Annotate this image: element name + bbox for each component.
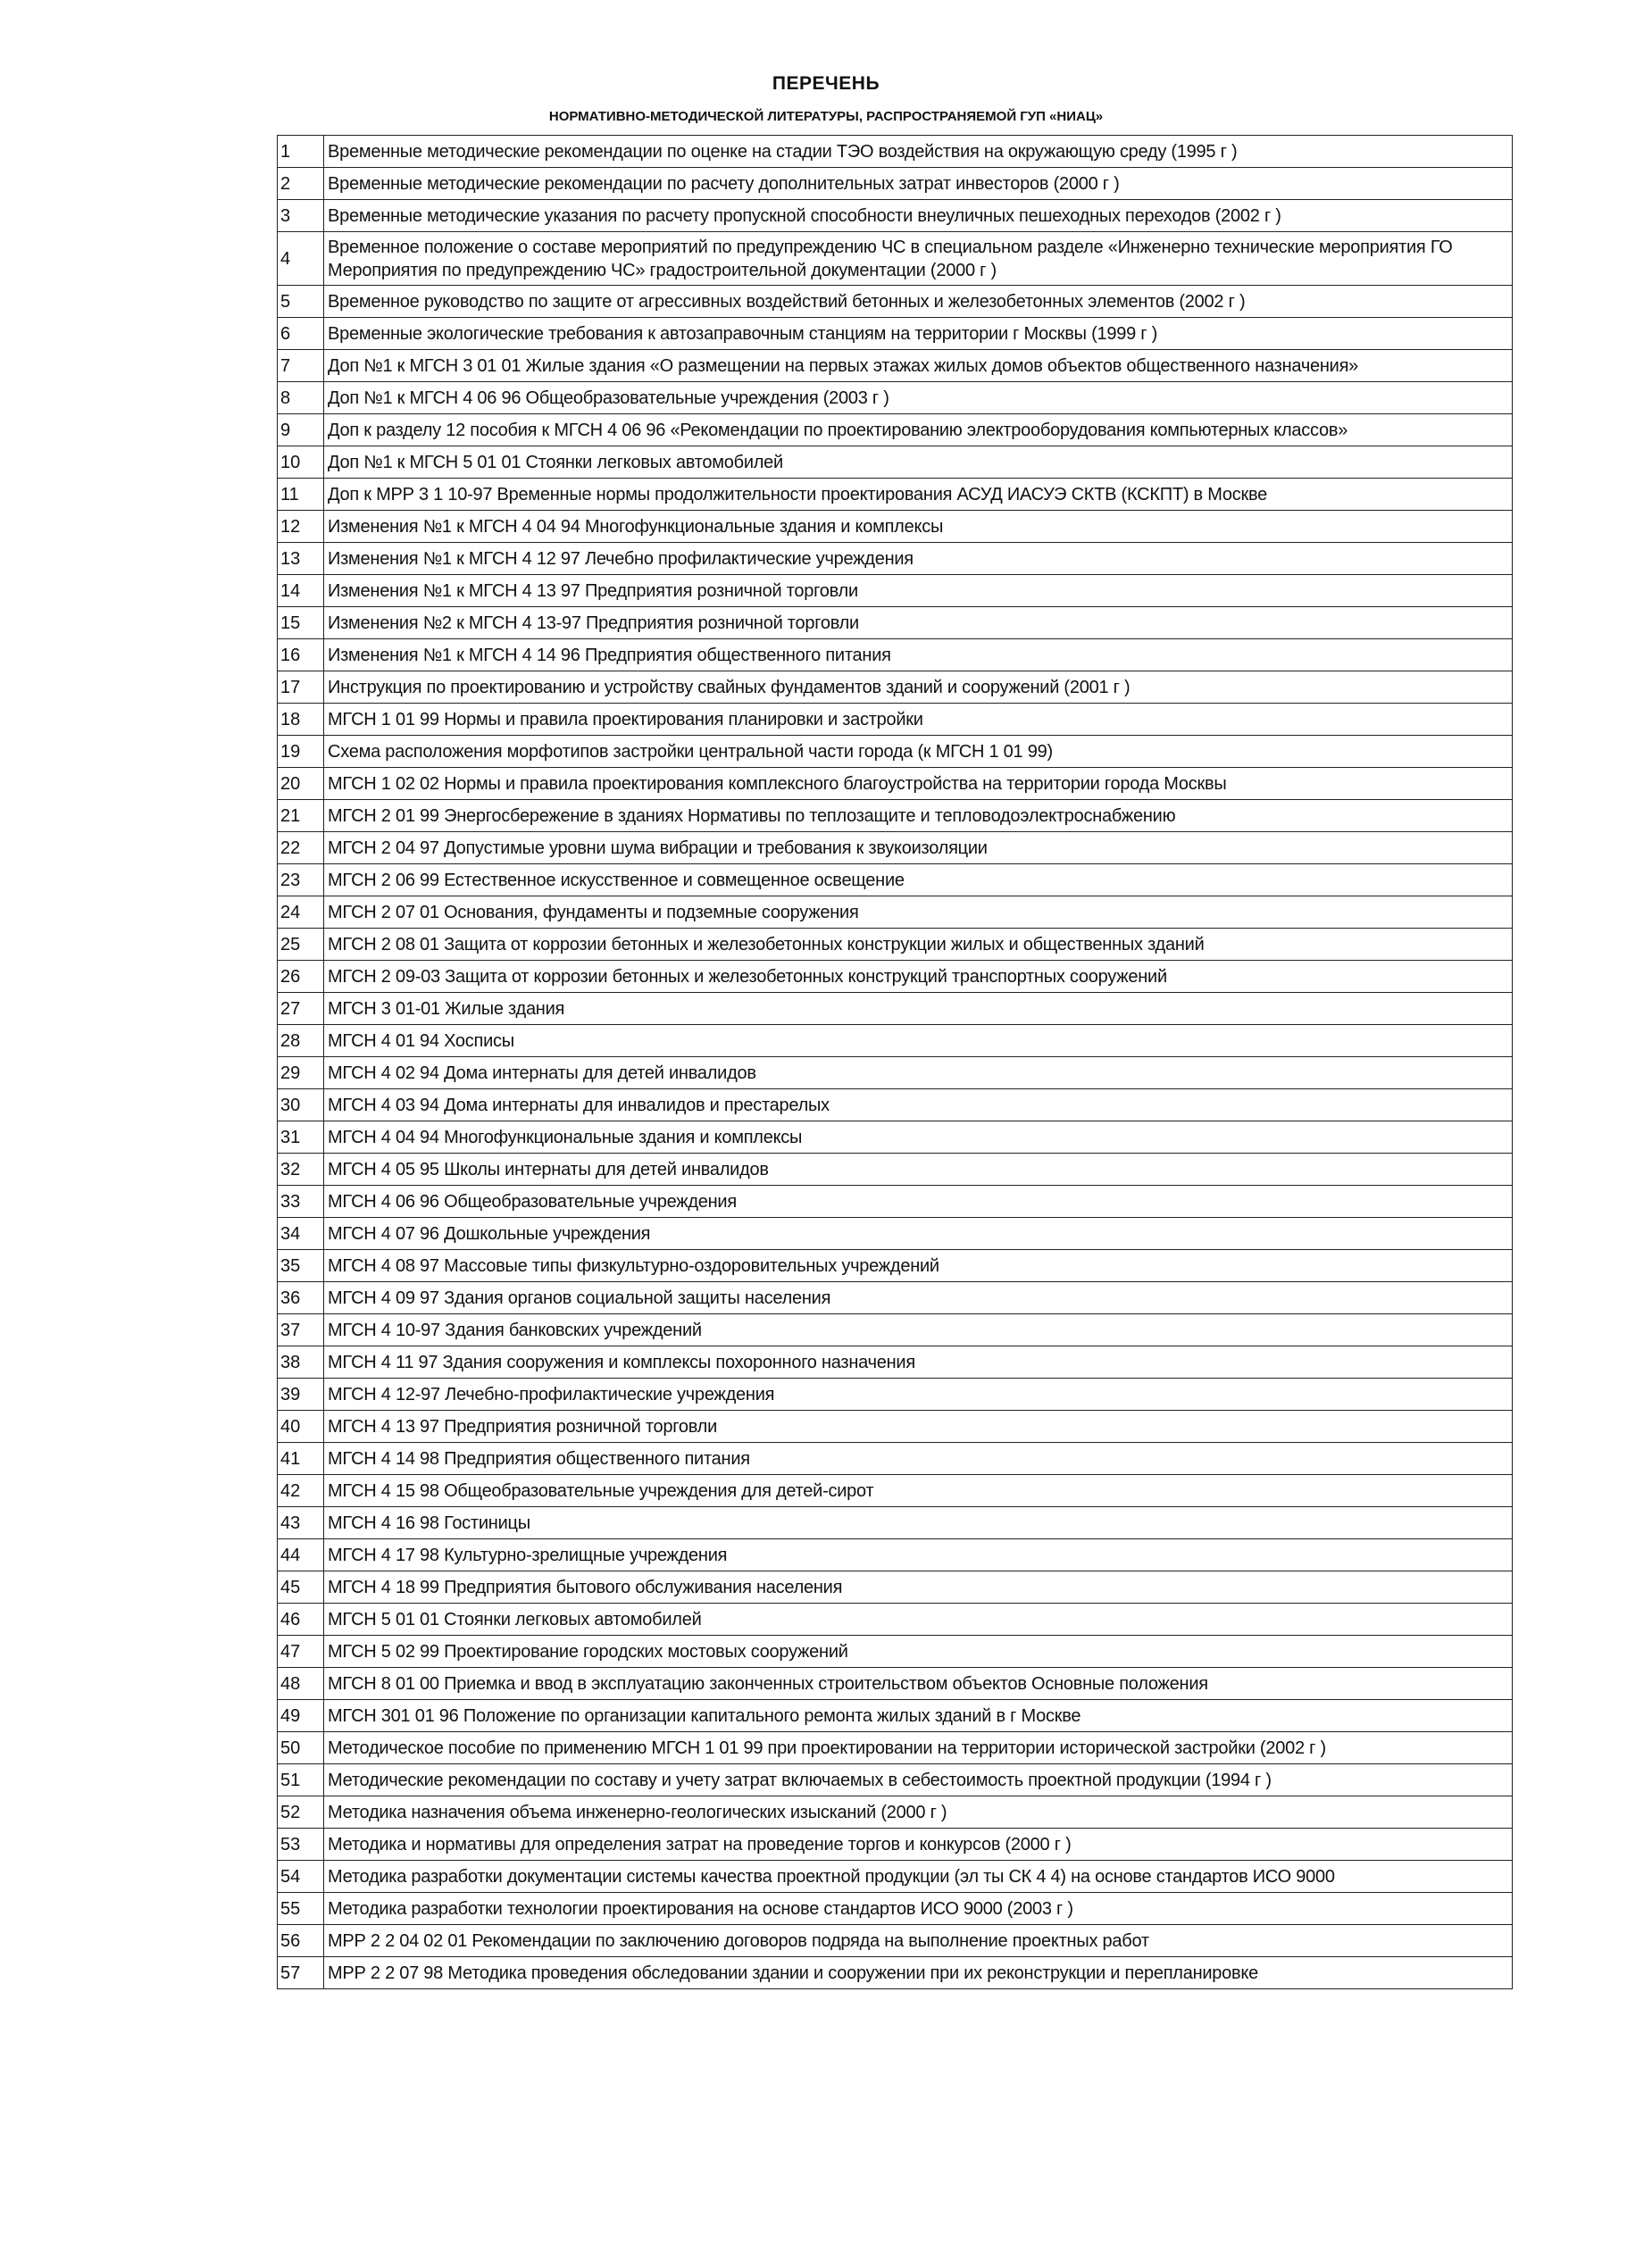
table-row xyxy=(278,1861,1513,1893)
row-number: 56 xyxy=(278,1925,324,1957)
table-row xyxy=(278,1507,1513,1539)
table-row xyxy=(278,1893,1513,1925)
row-title: Доп к разделу 12 пособия к МГСН 4 06 96 «Рекомендации по проектированию электрооборудования компьютерных классов» xyxy=(324,414,1513,446)
row-number: 21 xyxy=(278,800,324,832)
row-title: МГСН 2 08 01 Защита от коррозии бетонных и железобетонных конструкции жилых и общественных зданий xyxy=(324,929,1513,961)
row-title: Методическое пособие по применению МГСН 1 01 99 при проектировании на территории исторической застройки (2002 г ) xyxy=(324,1732,1513,1764)
table-row xyxy=(278,168,1513,200)
row-title: МРР 2 2 07 98 Методика проведения обследовании здании и сооружении при их реконструкции и перепланировке xyxy=(324,1957,1513,1989)
literature-table-body xyxy=(278,136,1513,1989)
row-title: МГСН 2 09-03 Защита от коррозии бетонных и железобетонных конструкций транспортных сооружений xyxy=(324,961,1513,993)
table-row xyxy=(278,1668,1513,1700)
row-title: МГСН 4 08 97 Массовые типы физкультурно-оздоровительных учреждений xyxy=(324,1250,1513,1282)
row-title: МГСН 2 07 01 Основания, фундаменты и подземные сооружения xyxy=(324,896,1513,929)
table-row xyxy=(278,1957,1513,1989)
row-number: 24 xyxy=(278,896,324,929)
row-number: 5 xyxy=(278,286,324,318)
row-number: 2 xyxy=(278,168,324,200)
table-row xyxy=(278,961,1513,993)
table-row xyxy=(278,1539,1513,1571)
table-row xyxy=(278,1025,1513,1057)
table-row xyxy=(278,575,1513,607)
row-number: 44 xyxy=(278,1539,324,1571)
row-number: 15 xyxy=(278,607,324,639)
row-title: Изменения №1 к МГСН 4 12 97 Лечебно профилактические учреждения xyxy=(324,543,1513,575)
row-title: Доп №1 к МГСН 4 06 96 Общеобразовательные учреждения (2003 г ) xyxy=(324,382,1513,414)
table-row xyxy=(278,1796,1513,1829)
table-row xyxy=(278,232,1513,286)
table-row xyxy=(278,736,1513,768)
row-number: 31 xyxy=(278,1121,324,1154)
table-row xyxy=(278,1700,1513,1732)
row-title: Временные методические рекомендации по расчету дополнительных затрат инвесторов (2000 г ) xyxy=(324,168,1513,200)
row-title: МГСН 4 16 98 Гостиницы xyxy=(324,1507,1513,1539)
table-row xyxy=(278,671,1513,704)
table-row xyxy=(278,1443,1513,1475)
row-number: 40 xyxy=(278,1411,324,1443)
row-title: Доп к МРР 3 1 10-97 Временные нормы продолжительности проектирования АСУД ИАСУЭ СКТВ (КСКПТ) в Москве xyxy=(324,479,1513,511)
row-number: 51 xyxy=(278,1764,324,1796)
row-title: МГСН 4 14 98 Предприятия общественного питания xyxy=(324,1443,1513,1475)
table-row xyxy=(278,286,1513,318)
row-title: МГСН 4 13 97 Предприятия розничной торговли xyxy=(324,1411,1513,1443)
row-title: МГСН 4 09 97 Здания органов социальной защиты населения xyxy=(324,1282,1513,1314)
row-title: МГСН 4 11 97 Здания сооружения и комплексы похоронного назначения xyxy=(324,1346,1513,1379)
row-number: 17 xyxy=(278,671,324,704)
row-title: МГСН 4 15 98 Общеобразовательные учреждения для детей-сирот xyxy=(324,1475,1513,1507)
row-number: 55 xyxy=(278,1893,324,1925)
table-row xyxy=(278,136,1513,168)
row-number: 10 xyxy=(278,446,324,479)
row-title: Изменения №1 к МГСН 4 04 94 Многофункциональные здания и комплексы xyxy=(324,511,1513,543)
row-number: 29 xyxy=(278,1057,324,1089)
table-row xyxy=(278,200,1513,232)
row-title: Методические рекомендации по составу и учету затрат включаемых в себестоимость проектной продукции (1994 г ) xyxy=(324,1764,1513,1796)
row-number: 41 xyxy=(278,1443,324,1475)
row-number: 50 xyxy=(278,1732,324,1764)
row-title: Методика и нормативы для определения затрат на проведение торгов и конкурсов (2000 г ) xyxy=(324,1829,1513,1861)
row-number: 22 xyxy=(278,832,324,864)
row-title: МГСН 4 17 98 Культурно-зрелищные учреждения xyxy=(324,1539,1513,1571)
row-number: 9 xyxy=(278,414,324,446)
table-row xyxy=(278,1089,1513,1121)
table-row xyxy=(278,446,1513,479)
row-number: 37 xyxy=(278,1314,324,1346)
row-title: МГСН 2 04 97 Допустимые уровни шума вибрации и требования к звукоизоляции xyxy=(324,832,1513,864)
row-number: 47 xyxy=(278,1636,324,1668)
row-title: Методика разработки технологии проектирования на основе стандартов ИСО 9000 (2003 г ) xyxy=(324,1893,1513,1925)
row-number: 25 xyxy=(278,929,324,961)
row-title: МГСН 2 01 99 Энергосбережение в зданиях Нормативы по теплозащите и тепловодоэлектроснабжению xyxy=(324,800,1513,832)
row-number: 52 xyxy=(278,1796,324,1829)
document-title: ПЕРЕЧЕНЬ xyxy=(772,73,880,94)
table-row xyxy=(278,1379,1513,1411)
row-title: МГСН 4 04 94 Многофункциональные здания и комплексы xyxy=(324,1121,1513,1154)
table-row xyxy=(278,768,1513,800)
row-number: 11 xyxy=(278,479,324,511)
table-row xyxy=(278,1314,1513,1346)
row-title: МГСН 4 18 99 Предприятия бытового обслуживания населения xyxy=(324,1571,1513,1604)
table-row xyxy=(278,318,1513,350)
table-row xyxy=(278,1475,1513,1507)
row-number: 28 xyxy=(278,1025,324,1057)
row-title: Инструкция по проектированию и устройству свайных фундаментов зданий и сооружений (2001 г ) xyxy=(324,671,1513,704)
row-number: 19 xyxy=(278,736,324,768)
row-number: 46 xyxy=(278,1604,324,1636)
table-row xyxy=(278,1154,1513,1186)
row-number: 42 xyxy=(278,1475,324,1507)
row-title: Временное положение о составе мероприятий по предупреждению ЧС в специальном разделе «Инженерно технические мероприятия ГО Мероприятия по предупреждению ЧС» градостроительной документации (2000 г ) xyxy=(324,232,1513,286)
row-title: МГСН 4 07 96 Дошкольные учреждения xyxy=(324,1218,1513,1250)
row-title: МГСН 2 06 99 Естественное искусственное и совмещенное освещение xyxy=(324,864,1513,896)
row-number: 32 xyxy=(278,1154,324,1186)
table-row xyxy=(278,1218,1513,1250)
table-row xyxy=(278,543,1513,575)
row-title: Доп №1 к МГСН 3 01 01 Жилые здания «О размещении на первых этажах жилых домов объектов общественного назначения» xyxy=(324,350,1513,382)
table-row xyxy=(278,704,1513,736)
row-number: 53 xyxy=(278,1829,324,1861)
table-row xyxy=(278,1732,1513,1764)
table-row xyxy=(278,607,1513,639)
row-title: Доп №1 к МГСН 5 01 01 Стоянки легковых автомобилей xyxy=(324,446,1513,479)
row-number: 38 xyxy=(278,1346,324,1379)
row-number: 23 xyxy=(278,864,324,896)
row-title: МГСН 5 01 01 Стоянки легковых автомобилей xyxy=(324,1604,1513,1636)
table-row xyxy=(278,1411,1513,1443)
row-number: 7 xyxy=(278,350,324,382)
table-row xyxy=(278,832,1513,864)
table-row xyxy=(278,1636,1513,1668)
row-title: Изменения №1 к МГСН 4 13 97 Предприятия розничной торговли xyxy=(324,575,1513,607)
row-number: 13 xyxy=(278,543,324,575)
row-number: 35 xyxy=(278,1250,324,1282)
row-title: МГСН 4 02 94 Дома интернаты для детей инвалидов xyxy=(324,1057,1513,1089)
table-row xyxy=(278,414,1513,446)
document-subtitle: НОРМАТИВНО-МЕТОДИЧЕСКОЙ ЛИТЕРАТУРЫ, РАСПРОСТРАНЯЕМОЙ ГУП «НИАЦ» xyxy=(548,109,1104,124)
row-title: Изменения №1 к МГСН 4 14 96 Предприятия общественного питания xyxy=(324,639,1513,671)
row-title: Временные методические рекомендации по оценке на стадии ТЭО воздействия на окружающую среду (1995 г ) xyxy=(324,136,1513,168)
row-number: 14 xyxy=(278,575,324,607)
table-row xyxy=(278,1604,1513,1636)
table-row xyxy=(278,1829,1513,1861)
row-number: 30 xyxy=(278,1089,324,1121)
row-title: Изменения №2 к МГСН 4 13-97 Предприятия розничной торговли xyxy=(324,607,1513,639)
row-number: 3 xyxy=(278,200,324,232)
table-row xyxy=(278,864,1513,896)
row-number: 12 xyxy=(278,511,324,543)
table-row xyxy=(278,1346,1513,1379)
table-row xyxy=(278,350,1513,382)
row-number: 1 xyxy=(278,136,324,168)
row-number: 48 xyxy=(278,1668,324,1700)
row-title: Временные методические указания по расчету пропускной способности внеуличных пешеходных переходов (2002 г ) xyxy=(324,200,1513,232)
row-title: Временное руководство по защите от агрессивных воздействий бетонных и железобетонных элементов (2002 г ) xyxy=(324,286,1513,318)
table-row xyxy=(278,800,1513,832)
row-title: Временные экологические требования к автозаправочным станциям на территории г Москвы (1999 г ) xyxy=(324,318,1513,350)
table-row xyxy=(278,1186,1513,1218)
row-number: 54 xyxy=(278,1861,324,1893)
table-row xyxy=(278,1764,1513,1796)
row-title: Схема расположения морфотипов застройки центральной части города (к МГСН 1 01 99) xyxy=(324,736,1513,768)
row-title: МГСН 4 06 96 Общеобразовательные учреждения xyxy=(324,1186,1513,1218)
row-title: МГСН 4 12-97 Лечебно-профилактические учреждения xyxy=(324,1379,1513,1411)
row-title: Методика разработки документации системы качества проектной продукции (эл ты СК 4 4) на основе стандартов ИСО 9000 xyxy=(324,1861,1513,1893)
row-number: 49 xyxy=(278,1700,324,1732)
table-row xyxy=(278,1282,1513,1314)
row-title: МГСН 1 02 02 Нормы и правила проектирования комплексного благоустройства на территории города Москвы xyxy=(324,768,1513,800)
row-number: 26 xyxy=(278,961,324,993)
row-number: 45 xyxy=(278,1571,324,1604)
row-title: МГСН 3 01-01 Жилые здания xyxy=(324,993,1513,1025)
row-title: МГСН 301 01 96 Положение по организации капитального ремонта жилых зданий в г Москве xyxy=(324,1700,1513,1732)
row-title: МГСН 4 01 94 Хосписы xyxy=(324,1025,1513,1057)
table-row xyxy=(278,1571,1513,1604)
table-row xyxy=(278,896,1513,929)
row-title: МГСН 4 05 95 Школы интернаты для детей инвалидов xyxy=(324,1154,1513,1186)
row-number: 33 xyxy=(278,1186,324,1218)
table-row xyxy=(278,511,1513,543)
row-number: 18 xyxy=(278,704,324,736)
row-number: 6 xyxy=(278,318,324,350)
table-row xyxy=(278,1925,1513,1957)
row-number: 43 xyxy=(278,1507,324,1539)
table-row xyxy=(278,1121,1513,1154)
row-title: МГСН 5 02 99 Проектирование городских мостовых сооружений xyxy=(324,1636,1513,1668)
table-row xyxy=(278,479,1513,511)
table-row xyxy=(278,993,1513,1025)
row-title: Методика назначения объема инженерно-геологических изысканий (2000 г ) xyxy=(324,1796,1513,1829)
row-title: МГСН 1 01 99 Нормы и правила проектирования планировки и застройки xyxy=(324,704,1513,736)
row-title: МГСН 4 03 94 Дома интернаты для инвалидов и престарелых xyxy=(324,1089,1513,1121)
table-row xyxy=(278,639,1513,671)
row-number: 20 xyxy=(278,768,324,800)
literature-table xyxy=(277,135,1513,1989)
row-title: МГСН 8 01 00 Приемка и ввод в эксплуатацию законченных строительством объектов Основные положения xyxy=(324,1668,1513,1700)
table-row xyxy=(278,1250,1513,1282)
table-row xyxy=(278,382,1513,414)
row-number: 39 xyxy=(278,1379,324,1411)
row-number: 4 xyxy=(278,232,324,286)
row-number: 27 xyxy=(278,993,324,1025)
row-number: 16 xyxy=(278,639,324,671)
row-number: 34 xyxy=(278,1218,324,1250)
row-number: 57 xyxy=(278,1957,324,1989)
table-row xyxy=(278,1057,1513,1089)
row-number: 8 xyxy=(278,382,324,414)
row-number: 36 xyxy=(278,1282,324,1314)
table-row xyxy=(278,929,1513,961)
row-title: МРР 2 2 04 02 01 Рекомендации по заключению договоров подряда на выполнение проектных работ xyxy=(324,1925,1513,1957)
row-title: МГСН 4 10-97 Здания банковских учреждений xyxy=(324,1314,1513,1346)
